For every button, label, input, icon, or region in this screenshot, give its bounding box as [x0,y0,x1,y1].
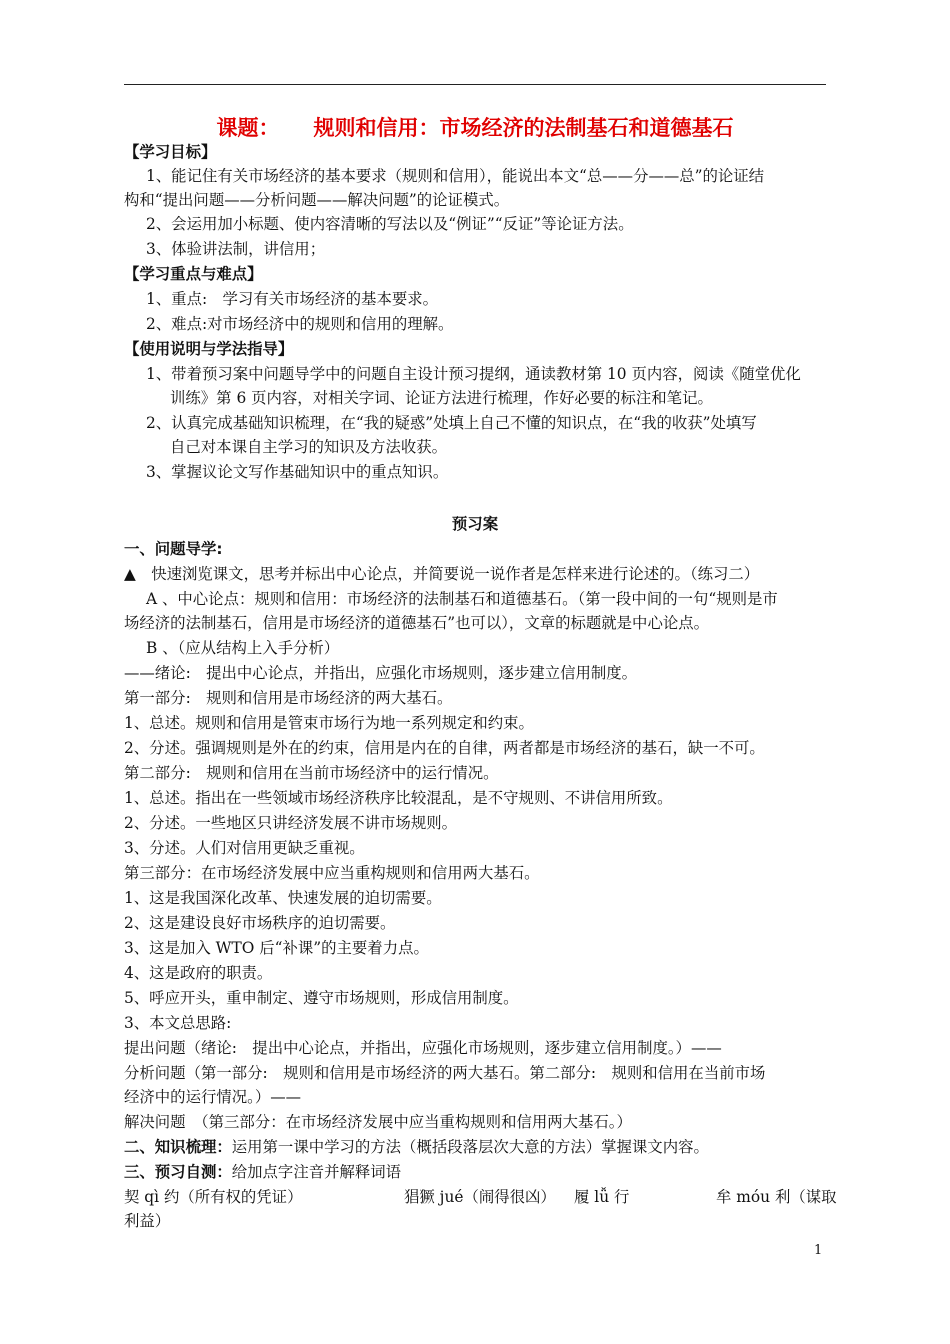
instruction-item-1: 1、带着预习案中问题导学中的问题自主设计预习提纲，通读教材第 10 页内容，阅读《随堂优化 [146,365,801,383]
instruction-item-2: 2、认真完成基础知识梳理，在“我的疑惑”处填上自己不懂的知识点，在“我的收获”处填写 [146,414,757,432]
part2-item-1: 1、总述。指出在一些领域市场经济秩序比较混乱，是不守规则、不讲信用所致。 [124,789,673,807]
answer-a: A 、中心论点：规则和信用：市场经济的法制基石和道德基石。（第一段中间的一句“规则是市 [146,590,778,608]
vocab-item-3: 履 lǚ 行 [574,1188,630,1206]
part3-item-4: 4、这是政府的职责。 [124,964,273,982]
intro-line: ——绪论: 提出中心论点，并指出，应强化市场规则，逐步建立信用制度。 [124,664,638,682]
part3-line: 第三部分：在市场经济发展中应当重构规则和信用两大基石。 [124,864,540,882]
section3-heading: 三、预习自测： [124,1163,232,1181]
goal-item-1-cont: 构和“提出问题——分析问题——解决问题”的论证模式。 [124,191,510,209]
part2-item-3: 3、分述。人们对信用更缺乏重视。 [124,839,365,857]
instructions-heading: 【使用说明与学法指导】 [124,340,294,358]
section2-line [124,1135,826,1159]
part3-item-3: 3、这是加入 WTO 后“补课”的主要着力点。 [124,939,429,957]
section3-line [124,1160,826,1184]
vocab-item-4: 牟 móu 利（谋取 [716,1188,837,1206]
goals-heading: 【学习目标】 [124,143,217,161]
section2-heading: 二、知识梳理： [124,1138,232,1156]
goal-item-2: 2、会运用加小标题、使内容清晰的写法以及“例证”“反证”等论证方法。 [146,215,634,233]
task-line: ▲ 快速浏览课文，思考并标出中心论点，并简要说一说作者是怎样来进行论述的。（练习二） [124,565,760,583]
part1-line: 第一部分: 规则和信用是市场经济的两大基石。 [124,689,453,707]
answer-b: B 、（应从结构上入手分析） [146,639,340,657]
summary-heading: 3、本文总思路: [124,1014,232,1032]
instruction-item-1-cont: 训练》第 6 页内容，对相关字词、论证方法进行梳理，作好必要的标注和笔记。 [170,389,713,407]
summary-line-3: 解决问题 （第三部分：在市场经济发展中应当重构规则和信用两大基石。） [124,1113,632,1131]
summary-line-2-cont: 经济中的运行情况。）—— [124,1088,301,1106]
preview-heading: 预习案 [451,515,499,533]
instruction-item-3: 3、掌握议论文写作基础知识中的重点知识。 [146,463,449,481]
instruction-item-2-cont: 自己对本课自主学习的知识及方法收获。 [170,438,448,456]
title-label: 课题： [216,116,280,140]
part3-item-1: 1、这是我国深化改革、快速发展的迫切需要。 [124,889,442,907]
goal-item-3: 3、体验讲法制，讲信用； [146,240,326,258]
keypoint-item-1: 1、重点: 学习有关市场经济的基本要求。 [146,290,439,308]
vocab-item-1: 契 qì 约（所有权的凭证） [124,1188,303,1206]
section1-heading: 一、问题导学: [124,540,223,558]
part1-item-1: 1、总述。规则和信用是管束市场行为地一系列规定和约束。 [124,714,534,732]
goal-item-1: 1、能记住有关市场经济的基本要求（规则和信用），能说出本文“总——分——总”的论证结 [146,167,765,185]
keypoints-heading: 【学习重点与难点】 [124,265,263,283]
section3-text: 给加点字注音并解释词语 [231,1163,402,1181]
vocab-item-4-cont: 利益） [124,1212,171,1230]
part3-item-2: 2、这是建设良好市场秩序的迫切需要。 [124,914,396,932]
vocab-item-2: 猖獗 jué（闹得很凶） [404,1188,556,1206]
title-text: 规则和信用：市场经济的法制基石和道德基石 [313,116,734,140]
summary-line-2: 分析问题（第一部分: 规则和信用是市场经济的两大基石。第二部分: 规则和信用在当前市场 [124,1064,766,1082]
answer-a-cont: 场经济的法制基石，信用是市场经济的道德基石”也可以），文章的标题就是中心论点。 [124,614,710,632]
part1-item-2: 2、分述。强调规则是外在的约束，信用是内在的自律，两者都是市场经济的基石，缺一不可。 [124,739,765,757]
summary-line-1: 提出问题（绪论: 提出中心论点，并指出，应强化市场规则，逐步建立信用制度。）—— [124,1039,722,1057]
keypoint-item-2: 2、难点:对市场经济中的规则和信用的理解。 [146,315,454,333]
part2-item-2: 2、分述。一些地区只讲经济发展不讲市场规则。 [124,814,457,832]
part2-line: 第二部分: 规则和信用在当前市场经济中的运行情况。 [124,764,499,782]
section2-text: 运用第一课中学习的方法（概括段落层次大意的方法）掌握课文内容。 [231,1138,709,1156]
page-number: 1 [814,1243,823,1258]
lesson-title [0,112,950,142]
header-rule [124,84,826,85]
part3-item-5: 5、呼应开头，重申制定、遵守市场规则，形成信用制度。 [124,989,519,1007]
